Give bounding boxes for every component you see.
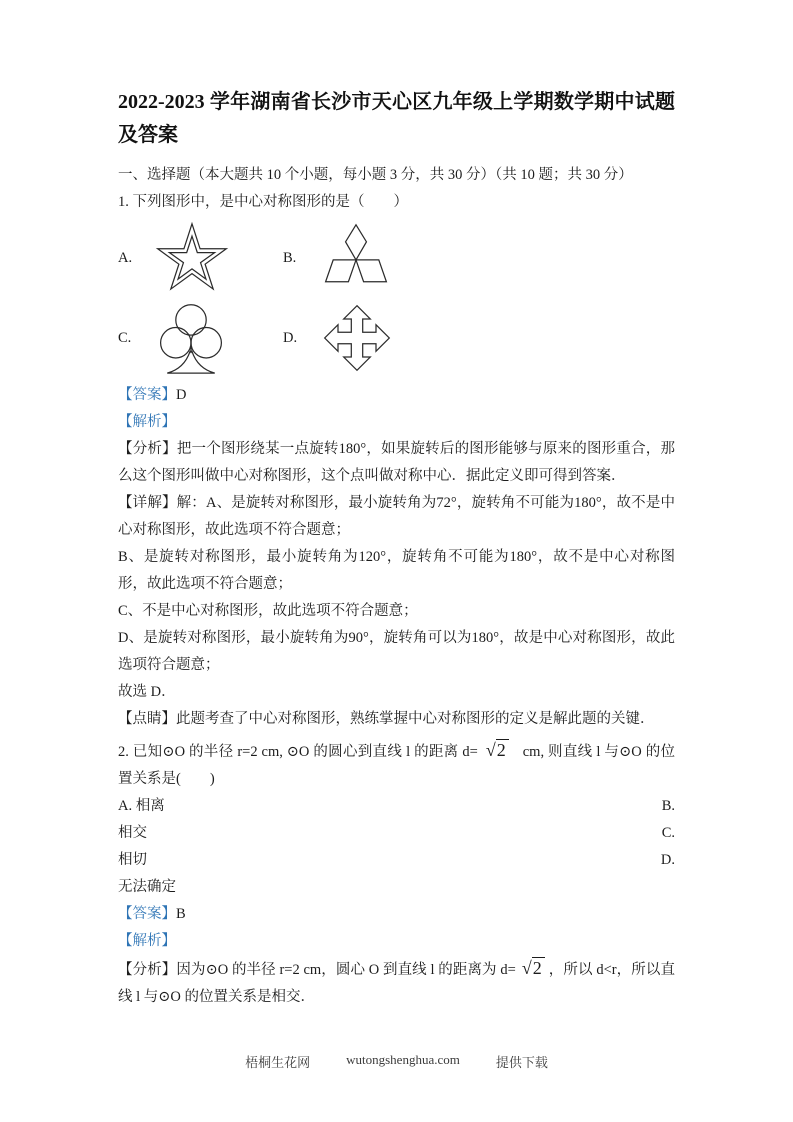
- q2-stem-after-sqrt: cm, 则直线 l 与⊙O 的位置关系是( ): [118, 744, 675, 787]
- question-2-stem: [118, 737, 675, 793]
- arrows-figure-svg: [319, 300, 395, 376]
- question-1-stem: 1. 下列图形中，是中心对称图形的是（ ）: [118, 194, 408, 210]
- q2-option-c-text: 相切: [118, 852, 147, 868]
- question-2-options: [118, 793, 675, 901]
- option-d: [283, 300, 395, 376]
- radicand: 2: [532, 957, 545, 978]
- q2-option-b-text: 相交: [118, 825, 147, 841]
- q1-answer-label: 【答案】: [118, 387, 176, 403]
- q1-xiangjie-paragraph-1: 【详解】解：A、是旋转对称图形，最小旋转角为72°，旋转角不可能为180°，故不是中心对称图形，故此选项不符合题意；: [118, 495, 675, 538]
- rhombi-figure-svg: [318, 220, 394, 296]
- footer-site-name: 梧桐生花网: [245, 1055, 311, 1070]
- q1-dianjing-paragraph: 【点睛】此题考查了中心对称图形，熟练掌握中心对称图形的定义是解此题的关键．: [118, 711, 655, 727]
- footer-download-text: 提供下载: [495, 1055, 548, 1070]
- option-c-club-figure: [153, 300, 229, 376]
- document-page: [118, 0, 675, 1011]
- radical-sign: √: [485, 740, 496, 760]
- q2-option-row-4: [118, 874, 675, 901]
- q1-xiangjie-paragraph-4: D、是旋转对称图形，最小旋转角为90°，旋转角可以为180°，故是中心对称图形，故此选项符合题意；: [118, 630, 675, 673]
- star-figure-svg: [154, 220, 230, 296]
- sqrt-2-formula-inline: [522, 958, 545, 978]
- q2-jiexi-line: [118, 928, 675, 955]
- q1-jiexi-label: 【解析】: [118, 414, 176, 430]
- q2-jiexi-label: 【解析】: [118, 933, 176, 949]
- q1-answer-line: [118, 382, 675, 409]
- page-footer: [0, 1052, 793, 1071]
- q2-answer-line: [118, 901, 675, 928]
- option-a-label: A.: [118, 249, 133, 266]
- option-d-arrows-figure: [319, 300, 395, 376]
- q1-fenxi-paragraph: 【分析】把一个图形绕某一点旋转180°，如果旋转后的图形能够与原来的图形重合，那么这个图形叫做中心对称图形，这个点叫做对称中心．据此定义即可得到答案．: [118, 441, 675, 484]
- section-heading: 一、选择题（本大题共 10 个小题，每小题 3 分，共 30 分）（共 10 题；共 30 分）: [118, 167, 633, 183]
- q2-option-row-2: [118, 820, 675, 847]
- radicand: 2: [496, 739, 509, 760]
- q2-option-a-text: A. 相离: [118, 798, 165, 814]
- q2-option-d-text: 无法确定: [118, 879, 176, 895]
- question-1-options: [118, 220, 675, 376]
- option-a: [118, 220, 283, 296]
- q1-xiangjie-paragraph-2: B、是旋转对称图形，最小旋转角为120°，旋转角不可能为180°，故不是中心对称图形，故此选项不符合题意；: [118, 549, 675, 592]
- q2-option-d-letter: D.: [660, 852, 675, 868]
- q2-answer-value: B: [176, 906, 186, 922]
- option-c-label: C.: [118, 329, 132, 346]
- q2-option-row-3: [118, 847, 675, 874]
- q2-fenxi-after-sqrt: ，所以 d<r，所以直线 l 与⊙O 的位置关系是相交．: [118, 962, 675, 1005]
- radical-sign: √: [521, 958, 532, 978]
- page-title: 2022-2023 学年湖南省长沙市天心区九年级上学期数学期中试题及答案: [118, 91, 675, 146]
- q2-option-b-letter: B.: [661, 798, 675, 814]
- q2-option-c-letter: C.: [661, 825, 675, 841]
- q1-answer-value: D: [176, 387, 187, 403]
- option-c: [118, 300, 283, 376]
- q2-answer-label: 【答案】: [118, 906, 176, 922]
- option-row-cd: [118, 300, 675, 376]
- option-b: [283, 220, 394, 296]
- option-d-label: D.: [283, 329, 298, 346]
- q2-fenxi-paragraph: [118, 955, 675, 1011]
- club-figure-svg: [153, 300, 229, 376]
- q2-option-row-1: [118, 793, 675, 820]
- q2-fenxi-before-sqrt: 【分析】因为⊙O 的半径 r=2 cm，圆心 O 到直线 l 的距离为 d=: [118, 962, 516, 978]
- option-b-label: B.: [283, 249, 297, 266]
- q1-conclusion-line: 故选 D．: [118, 684, 176, 700]
- footer-site-url: wutongshenghua.com: [346, 1052, 460, 1067]
- sqrt-2-formula: [486, 740, 509, 760]
- option-b-rhombi-figure: [318, 220, 394, 296]
- option-a-star-figure: [154, 220, 230, 296]
- option-row-ab: [118, 220, 675, 296]
- q1-jiexi-line: [118, 409, 675, 436]
- q2-stem-before-sqrt: 2. 已知⊙O 的半径 r=2 cm, ⊙O 的圆心到直线 l 的距离 d=: [118, 744, 478, 760]
- q1-xiangjie-paragraph-3: C、不是中心对称图形，故此选项不符合题意；: [118, 603, 418, 619]
